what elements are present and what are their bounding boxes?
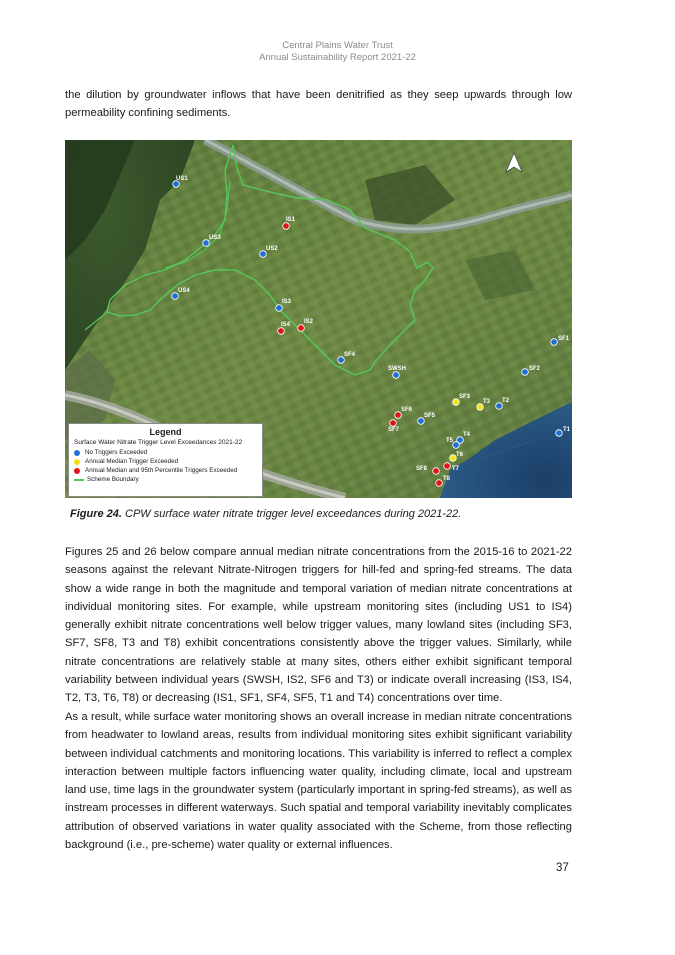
site-marker (453, 442, 460, 449)
page-header (0, 40, 675, 64)
legend-subtitle: Surface Water Nitrate Trigger Level Exceedances 2021-22 (74, 439, 243, 446)
site-marker (393, 372, 400, 379)
site-marker (283, 223, 290, 230)
legend-label-both: Annual Median and 95th Percentile Triggers Exceeded (85, 467, 238, 474)
site-marker (556, 430, 563, 437)
site-marker (551, 339, 558, 346)
site-label: T8 (443, 476, 451, 482)
paragraph-2: As a result, while surface water monitoring shows an overall increase in median nitrate concentrations from headwater to lowland areas, results from individual monitoring sites exhibit significant variability between individual catchments and monitoring locations. This variability is inferred to reflect a complex interaction between multiple factors influencing water quality, including climate, local and upstream land use, time lags in the groundwater system (particularly important in spring-fed streams), as well as instream processes in different waterways. Such spatial and temporal variability inevitably complicates attribution of observed variations in water quality associated with the Scheme, from those reflecting background (i.e., pre-scheme) water quality or external influences. (65, 711, 572, 852)
site-label: SF4 (344, 352, 356, 358)
site-label: SF7 (388, 427, 400, 433)
site-label: T7 (452, 466, 460, 472)
site-label: T4 (463, 432, 471, 438)
site-label: IS1 (286, 217, 296, 223)
site-label: T6 (456, 452, 464, 458)
figure-number: Figure 24. (70, 508, 122, 520)
legend-red-dot-icon (74, 468, 80, 474)
site-label: IS3 (282, 299, 292, 305)
site-marker (444, 463, 451, 470)
legend-label-median: Annual Median Trigger Exceeded (85, 458, 179, 465)
map-legend (68, 423, 263, 497)
page-number: 37 (556, 862, 569, 874)
site-marker (298, 325, 305, 332)
legend-label-none: No Triggers Exceeded (85, 449, 148, 456)
legend-label-boundary: Scheme Boundary (87, 476, 139, 483)
figure-map (65, 140, 572, 498)
site-marker (390, 420, 397, 427)
site-label: SF3 (459, 394, 471, 400)
site-label: SF5 (424, 413, 436, 419)
header-report: Annual Sustainability Report 2021-22 (259, 52, 416, 63)
legend-item-median (74, 457, 257, 466)
site-label: T3 (483, 399, 491, 405)
site-label: US2 (266, 246, 278, 252)
legend-blue-dot-icon (74, 450, 80, 456)
site-label: SF6 (401, 407, 413, 413)
legend-item-boundary (74, 475, 257, 484)
site-label: T5 (446, 438, 454, 444)
site-label: T2 (502, 398, 510, 404)
site-marker (433, 468, 440, 475)
legend-item-both (74, 466, 257, 475)
paragraph-1: Figures 25 and 26 below compare annual median nitrate concentrations from the 2015-16 to 2021-22 seasons against the relevant Nitrate-Nitrogen triggers for hill-fed and spring-fed streams. The data show a wide range in both the magnitude and temporal variation of median nitrate concentrations at individual monitoring sites. For example, while upstream monitoring sites (including US1 to IS4) generally exhibit nitrate concentrations well below trigger values, many lowland sites (including SF3, SF7, SF8, T3 and T8) exhibit concentrations consistently above the trigger values. Similarly, while nitrate concentrations are relatively stable at many sites, others either exhibit significant temporal variability between individual years (SWSH, IS2, SF6 and T3) or indicate overall increasing (IS3, IS4, T2, T3, T6, T8) or decreasing (IS1, SF1, SF4, SF5, T1 and T4) concentrations over time. (65, 546, 572, 705)
legend-yellow-dot-icon (74, 459, 80, 465)
site-label: T1 (563, 427, 571, 433)
site-marker (522, 369, 529, 376)
site-label: IS2 (304, 319, 314, 325)
paragraph-top: the dilution by groundwater inflows that have been denitrified as they seep upwards through low permeability confining sediments. (65, 89, 572, 120)
site-label: SF1 (558, 336, 570, 342)
site-label: US3 (209, 235, 221, 241)
legend-boundary-line-icon (74, 479, 84, 481)
site-label: US1 (176, 176, 188, 182)
site-label: US4 (178, 288, 190, 294)
figure-caption (70, 508, 461, 520)
site-label: IS4 (281, 322, 291, 328)
site-marker (436, 480, 443, 487)
site-marker (276, 305, 283, 312)
site-marker (278, 328, 285, 335)
legend-title: Legend (149, 427, 182, 437)
header-org: Central Plains Water Trust (282, 40, 393, 51)
legend-item-none (74, 448, 257, 457)
site-label: SF2 (529, 366, 541, 372)
figure-caption-text: CPW surface water nitrate trigger level exceedances during 2021-22. (125, 508, 462, 520)
site-label: SWSH (388, 366, 406, 372)
site-label: SF8 (416, 466, 428, 472)
